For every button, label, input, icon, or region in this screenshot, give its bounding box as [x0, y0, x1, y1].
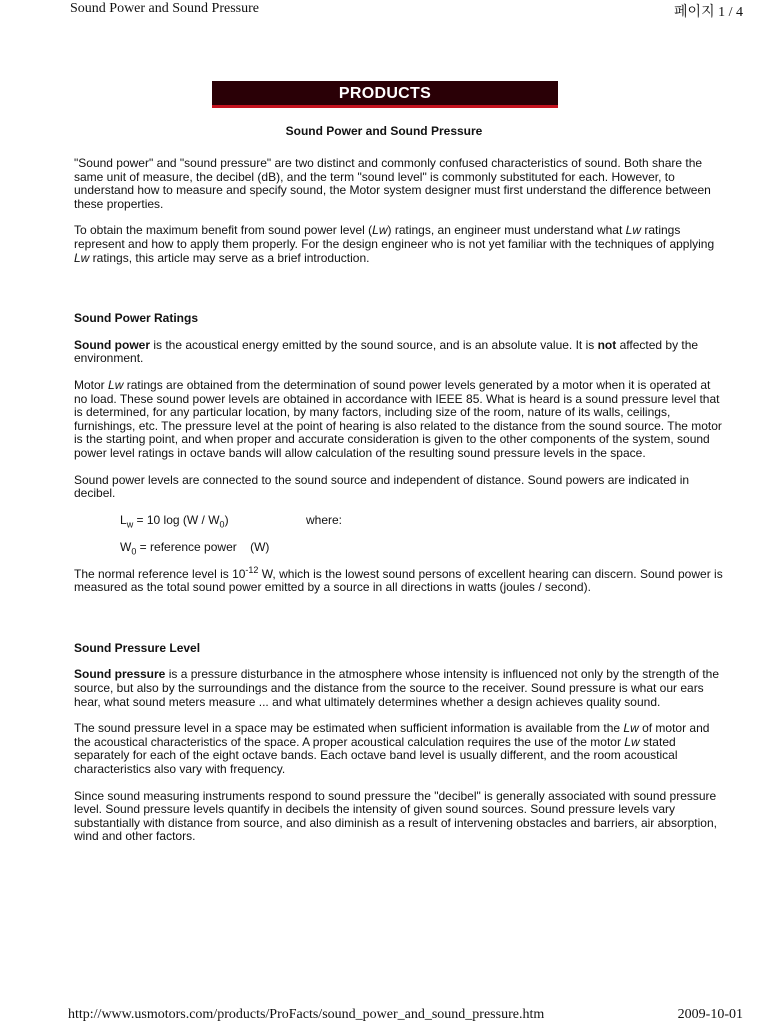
- intro-paragraph-2: [74, 224, 724, 265]
- text-run: Motor: [74, 377, 109, 392]
- formula-where: where:: [306, 512, 343, 527]
- text-run: ): [224, 512, 229, 527]
- page-indicator: 페이지 1 / 4: [674, 5, 743, 20]
- print-footer: [68, 1007, 743, 1025]
- text-run: stated separately for each of the eight octave bands. Each octave band level is usually different, and the room acoustical characteristics also vary with frequency.: [74, 734, 678, 777]
- text-run: of motor and the acoustical characteristics of the space. A proper acoustical calculation requires the use of the motor: [74, 721, 710, 749]
- subscript: 0: [131, 546, 137, 557]
- section-heading-sound-power: Sound Power Ratings: [74, 311, 199, 326]
- lw-term: Lw: [74, 250, 90, 265]
- superscript: -12: [245, 564, 259, 575]
- section-heading-sound-pressure: Sound Pressure Level: [74, 640, 201, 655]
- print-header-title: Sound Power and Sound Pressure: [70, 1, 259, 16]
- text-run: L: [120, 512, 127, 527]
- lw-term: Lw: [624, 734, 640, 749]
- source-url: http://www.usmotors.com/products/ProFacts/sound_power_and_sound_pressure.htm: [68, 1007, 545, 1022]
- power-paragraph-3: Sound power levels are connected to the sound source and independent of distance. Sound powers are indicated in decibel.: [74, 472, 690, 501]
- pressure-paragraph-2: [74, 722, 724, 776]
- text-run: To obtain the maximum benefit from sound power level (: [74, 223, 373, 238]
- lw-term: Lw: [625, 223, 641, 238]
- pressure-paragraph-3: Since sound measuring instruments respond to sound pressure the "decibel" is generally associated with sound pressure level. Sound pressure levels quantify in decibels the intensity of given sound sources. Sound pressure levels vary substantially with distance from source, and also diminish as a result of intervening obstacles and barriers, air absorption, wind and other factors.: [74, 788, 717, 844]
- formula-w0-expression: [120, 541, 269, 555]
- print-header: [70, 0, 743, 22]
- formula-lw-expression: [120, 514, 229, 528]
- text-run: ratings represent and how to apply them properly. For the design engineer who is not yet familiar with the techniques of applying: [74, 223, 715, 251]
- text-run: ) ratings, an engineer must understand what: [387, 223, 626, 238]
- text-run: W: [120, 539, 132, 554]
- power-paragraph-1: [74, 339, 724, 366]
- text-run: The normal reference level is 10: [74, 566, 246, 581]
- text-run: affected by the environment.: [74, 337, 699, 366]
- text-run: ratings are obtained from the determination of sound power levels generated by a motor when it is operated at no load. These sound power levels are obtained in accordance with IEEE 85. What is heard is a sound pressure level that is determined, for any particular location, by many factors, including size of the room, nature of its walls, ceilings, furnishings, etc. The pressure level at the point of hearing is also related to the distance from the sound source. The motor is the starting point, and when proper and accurate consideration is given to the other components of the system, sound power level ratings in octave bands will allow calculation of the resulting sound pressure levels in the space.: [74, 377, 722, 460]
- text-run: The sound pressure level in a space may be estimated when sufficient information is available from the: [74, 721, 624, 736]
- products-banner: PRODUCTS: [212, 81, 558, 108]
- lw-term: Lw: [108, 377, 124, 392]
- article-body: [74, 157, 724, 857]
- intro-paragraph-1: "Sound power" and "sound pressure" are two distinct and commonly confused characteristics of sound. Both share the same unit of measure, the decibel (dB), and the term "sound level" is commonly substituted for each. However, to understand how to measure and specify sound, the Motor system designer must first understand the difference between these properties.: [74, 156, 711, 211]
- text-run: is the acoustical energy emitted by the sound source, and is an absolute value. It is: [150, 337, 598, 352]
- power-paragraph-4: [74, 564, 724, 595]
- text-run: = 10 log (W / W: [133, 512, 220, 527]
- bold-term: Sound power: [74, 337, 150, 352]
- text-run: W, which is the lowest sound persons of excellent hearing can discern. Sound power is measured as the total sound power emitted by a source in all directions in watts (joules / second).: [74, 566, 723, 595]
- text-run: = reference power (W): [136, 539, 270, 554]
- bold-term: Sound pressure: [74, 667, 166, 682]
- lw-term: Lw: [623, 721, 639, 736]
- text-run: is a pressure disturbance in the atmosphere whose intensity is influenced not only by the strength of the source, but also by the surroundings and the distance from the source to the receiver. Sound pressure is what our ears hear, what sound meters measure ... and what ultimately determines whether a design achieves quality sound.: [74, 667, 720, 709]
- power-paragraph-2: [74, 379, 724, 461]
- formula-lw: [74, 514, 724, 528]
- subscript: 0: [219, 519, 225, 530]
- subscript: w: [126, 519, 134, 530]
- lw-term: Lw: [372, 223, 388, 238]
- document-title: Sound Power and Sound Pressure: [285, 124, 483, 138]
- print-date: 2009-10-01: [677, 1007, 743, 1022]
- bold-term: not: [597, 337, 617, 352]
- formula-w0: [74, 541, 724, 555]
- text-run: ratings, this article may serve as a brief introduction.: [89, 250, 370, 265]
- pressure-paragraph-1: [74, 668, 724, 709]
